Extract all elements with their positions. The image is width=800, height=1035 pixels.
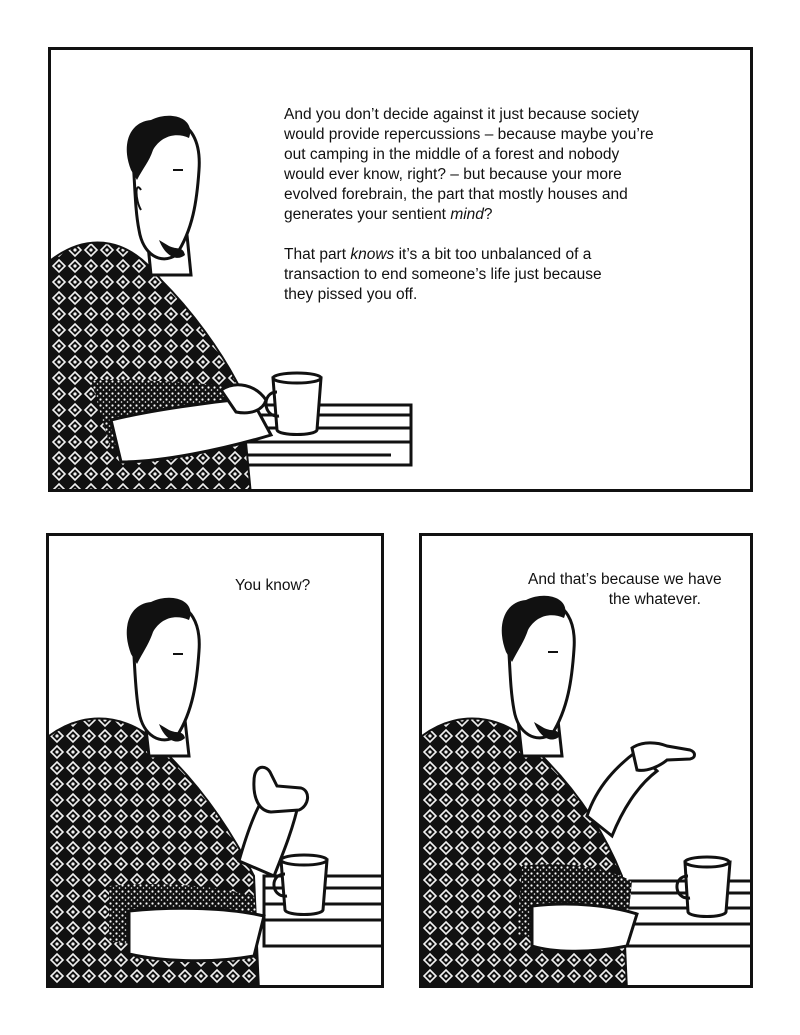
caption-text: You know? — [235, 577, 311, 594]
caption-line: generates your sentient — [284, 206, 451, 223]
speech-caption — [528, 570, 722, 610]
caption-line: would provide repercussions – because maybe you’re — [284, 126, 654, 143]
caption-line: the whatever. — [608, 591, 701, 608]
caption-line: they pissed you off. — [284, 286, 418, 303]
emphasis-word: knows — [350, 246, 395, 263]
comic-panel-2 — [46, 533, 384, 988]
caption-line: evolved forebrain, the part that mostly houses and — [284, 186, 628, 203]
speech-caption — [235, 576, 310, 596]
caption-line-end: ? — [483, 206, 493, 223]
caption-line: out camping in the middle of a forest and nobody — [284, 146, 620, 163]
caption-line: That part — [284, 246, 351, 263]
caption-line: And that’s because we have — [528, 571, 722, 588]
caption-paragraph-2 — [284, 245, 704, 305]
emphasis-word: mind — [450, 206, 484, 223]
caption-paragraph-1 — [284, 105, 704, 225]
caption-line-end: it’s a bit too unbalanced of a — [394, 246, 592, 263]
comic-panel-3 — [419, 533, 753, 988]
caption-line: would ever know, right? – but because your more — [284, 166, 622, 183]
narration-caption — [284, 105, 704, 305]
comic-panel-1 — [48, 47, 753, 492]
man-thumbs-up-illustration — [49, 536, 384, 988]
caption-line: And you don’t decide against it just because society — [284, 106, 640, 123]
caption-line: transaction to end someone’s life just because — [284, 266, 602, 283]
